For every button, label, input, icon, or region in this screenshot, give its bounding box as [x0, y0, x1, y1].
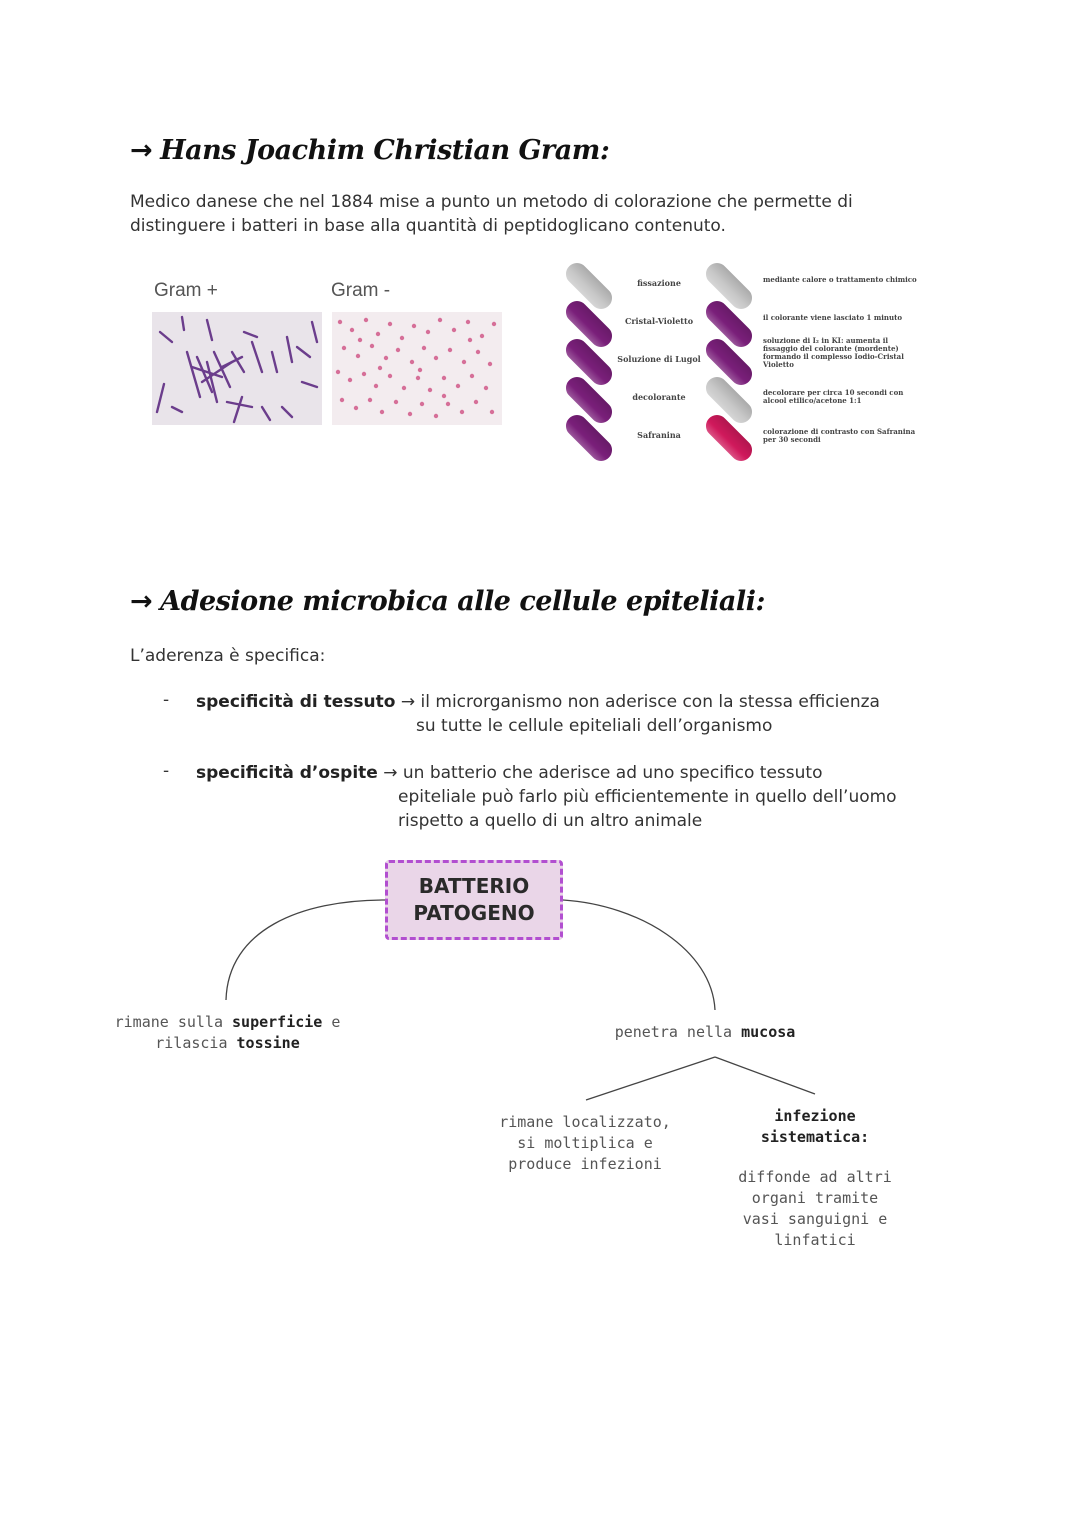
section-title-text: Hans Joachim Christian Gram:: [160, 135, 610, 166]
root-node-line: BATTERIO: [418, 874, 530, 898]
gram-positive-micrograph: [152, 312, 322, 425]
gram-positive-label: Gram +: [154, 280, 218, 301]
node-text-part: penetra nella: [614, 1023, 742, 1041]
step-description: colorazione di contrasto con Safranina per 30 secondi: [763, 427, 916, 444]
node-text-bold: mucosa: [741, 1023, 796, 1041]
node-text-part: rilascia: [155, 1034, 237, 1052]
step-name: Safranina: [637, 430, 681, 440]
list-term: specificità d’ospite: [196, 763, 378, 783]
paragraph-line: Medico danese che nel 1884 mise a punto un metodo di colorazione che permette di: [130, 192, 853, 212]
section-title-gram: [130, 135, 609, 166]
gram-staining-steps: [560, 258, 920, 458]
node-line-bold: sistematica:: [760, 1128, 870, 1146]
node-line-bold: infezione: [774, 1107, 856, 1125]
node-line: produce infezioni: [508, 1155, 662, 1173]
arrow-icon: →: [395, 692, 421, 712]
list-text: il microrganismo non aderisce con la stessa efficienza: [420, 692, 880, 712]
arrow-icon: →: [130, 586, 153, 617]
gram-positive-rods-image: [152, 312, 322, 425]
node-line: diffonde ad altri: [738, 1168, 892, 1186]
section-title-text: Adesione microbica alle cellule epiteliali:: [160, 586, 765, 617]
step-name: decolorante: [632, 392, 686, 402]
step-name: fissazione: [637, 278, 681, 288]
list-text-cont: su tutte le cellule epiteliali dell’organismo: [416, 716, 773, 736]
gram-negative-label: Gram -: [331, 280, 391, 301]
step-name: Soluzione di Lugol: [617, 354, 701, 364]
node-line: linfatici: [774, 1231, 856, 1249]
node-text-part: rimane sulla: [114, 1013, 233, 1031]
node-superficie: [110, 1012, 345, 1054]
gram-negative-cocci-image: [332, 312, 502, 425]
list-term: specificità di tessuto: [196, 692, 396, 712]
root-node-line: PATOGENO: [413, 901, 535, 925]
section-title-adesione: [130, 586, 765, 617]
paragraph-line: distinguere i batteri in base alla quantità di peptidoglicano contenuto.: [130, 216, 726, 236]
gram-paragraph: [130, 190, 930, 238]
list-text-cont: epiteliale può farlo più efficientemente in quello dell’uomo: [398, 787, 897, 807]
adesione-intro: L’aderenza è specifica:: [130, 646, 326, 666]
root-node-batterio-patogeno: [385, 860, 563, 940]
node-line: si moltiplica e: [517, 1134, 653, 1152]
list-dash: -: [163, 761, 170, 781]
arrow-icon: →: [377, 763, 403, 783]
node-infezione-sistematica: [735, 1106, 895, 1251]
node-line: rimane localizzato,: [499, 1113, 671, 1131]
step-name: Cristal-Violetto: [624, 316, 694, 326]
step-description: soluzione di I₂ in KI: aumenta il fissaggio del colorante (mordente) formando il complesso Iodio-Cristal Violetto: [763, 336, 904, 369]
gram-negative-micrograph: [332, 312, 502, 425]
node-line: vasi sanguigni e: [742, 1210, 888, 1228]
step-description: il colorante viene lasciato 1 minuto: [763, 313, 902, 322]
list-dash: -: [163, 690, 170, 710]
arrow-icon: →: [130, 135, 153, 166]
list-text: un batterio che aderisce ad uno specifico tessuto: [402, 763, 823, 783]
list-item-tissue: [196, 690, 880, 714]
step-description: mediante calore o trattamento chimico: [763, 275, 917, 284]
node-text-part: e: [322, 1013, 341, 1031]
step-description: decolorare per circa 10 secondi con alcool etilico/acetone 1:1: [763, 388, 904, 405]
node-mucosa: [600, 1022, 810, 1043]
list-item-host: [196, 761, 822, 785]
node-text-bold: tossine: [236, 1034, 300, 1052]
list-text-cont: rispetto a quello di un altro animale: [398, 811, 703, 831]
node-line: organi tramite: [751, 1189, 879, 1207]
node-localizzato: [490, 1112, 680, 1175]
node-text-bold: superficie: [232, 1013, 323, 1031]
